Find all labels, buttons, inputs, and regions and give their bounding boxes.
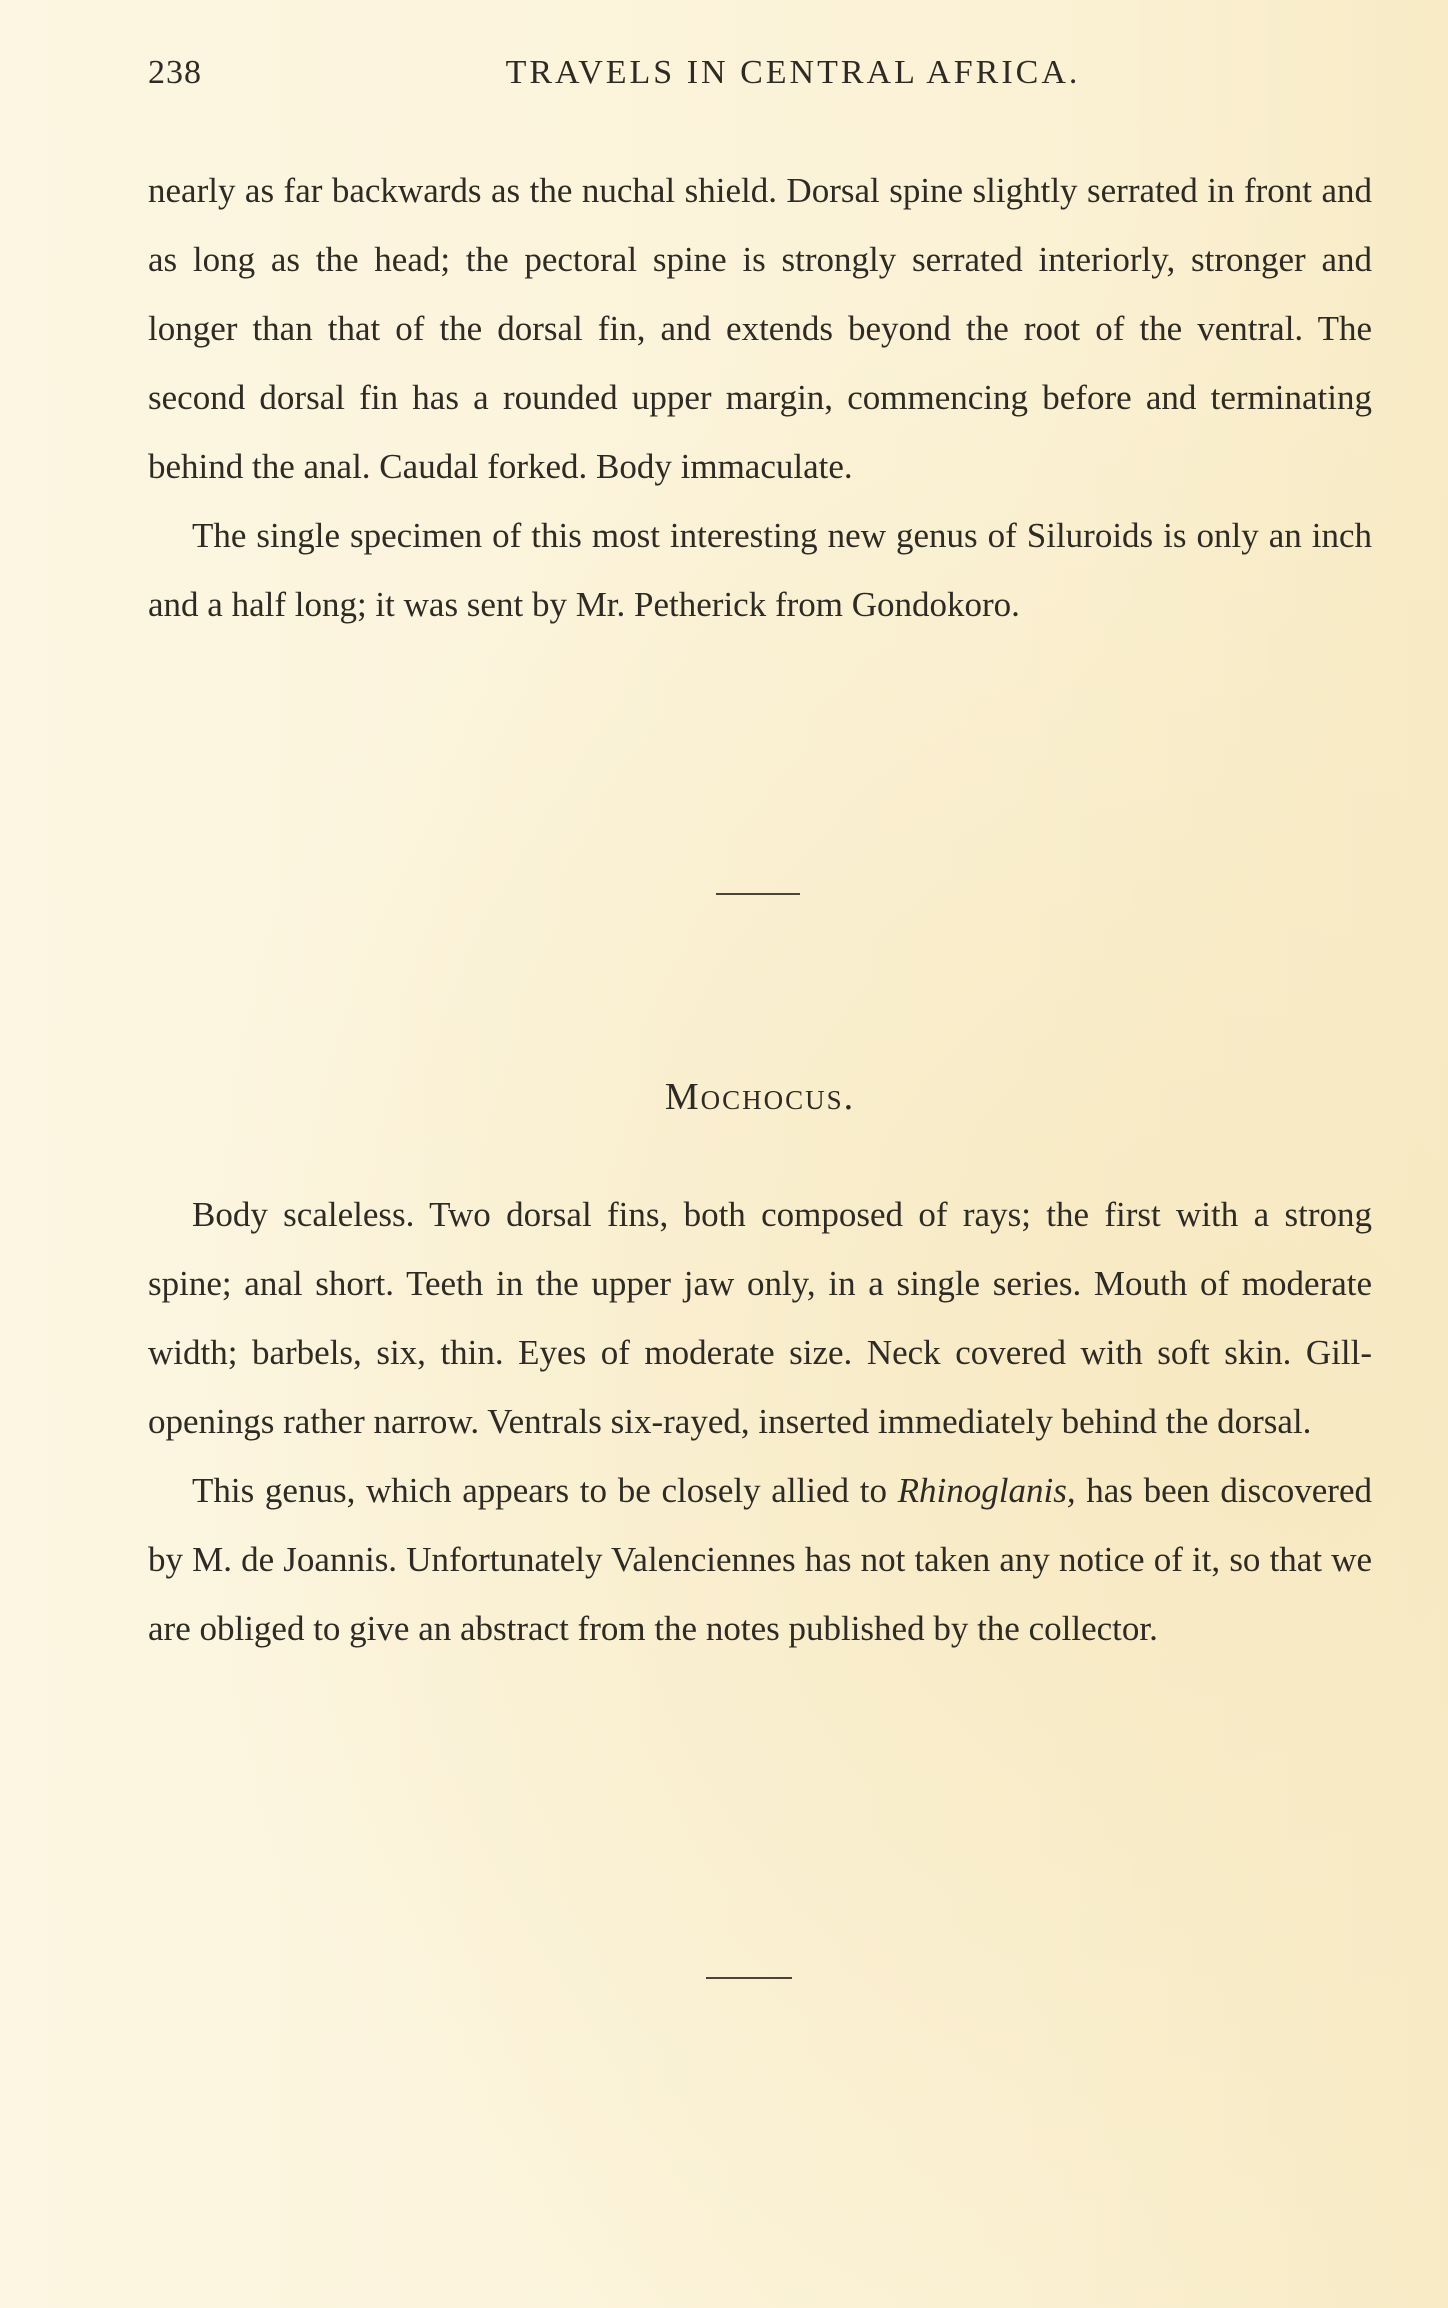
section-heading-mochocus: Mochocus. [664,1076,856,1118]
paragraph: nearly as far backwards as the nuchal shield. Dorsal spine slightly serrated in front and as long as the head; the pectoral spine is strongly serrated interiorly, stronger and longer than that of the dorsal fin, and extends beyond the root of the ventral. The second dorsal fin has a rounded upper margin, commencing before and terminating behind the anal. Caudal forked. Body immaculate. [148,171,1372,486]
paragraph-text: This genus, which appears to be closely allied to [192,1471,898,1510]
paragraph: Body scaleless. Two dorsal fins, both composed of rays; the first with a strong spine; anal short. Teeth in the upper jaw only, in a single series. Mouth of moderate width; barbels, six, thin. Eyes of moderate size. Neck covered with soft skin. Gill-openings rather narrow. Ventrals six-rayed, inserted immediately behind the dorsal. [148,1195,1372,1441]
genus-name-italic: Rhinoglanis, [897,1471,1076,1510]
running-head [148,54,1378,100]
section-divider [716,893,800,895]
running-title: TRAVELS IN CENTRAL AFRICA. [505,54,1081,91]
text-block-mochocus [148,1180,1372,1663]
paragraph: The single specimen of this most interesting new genus of Siluroids is only an inch and a half long; it was sent by Mr. Petherick from Gondokoro. [148,516,1372,624]
paragraph-text: has been discovered by M. de Joannis. Unfortunately Valenciennes has not taken any notice of it, so that we are obliged to give an abstract from the notes published by the collector. [148,1471,1372,1648]
paragraph [148,1456,1372,1663]
end-divider [706,1977,792,1979]
page-number: 238 [148,54,202,91]
text-block-siluroid-description [148,156,1372,639]
